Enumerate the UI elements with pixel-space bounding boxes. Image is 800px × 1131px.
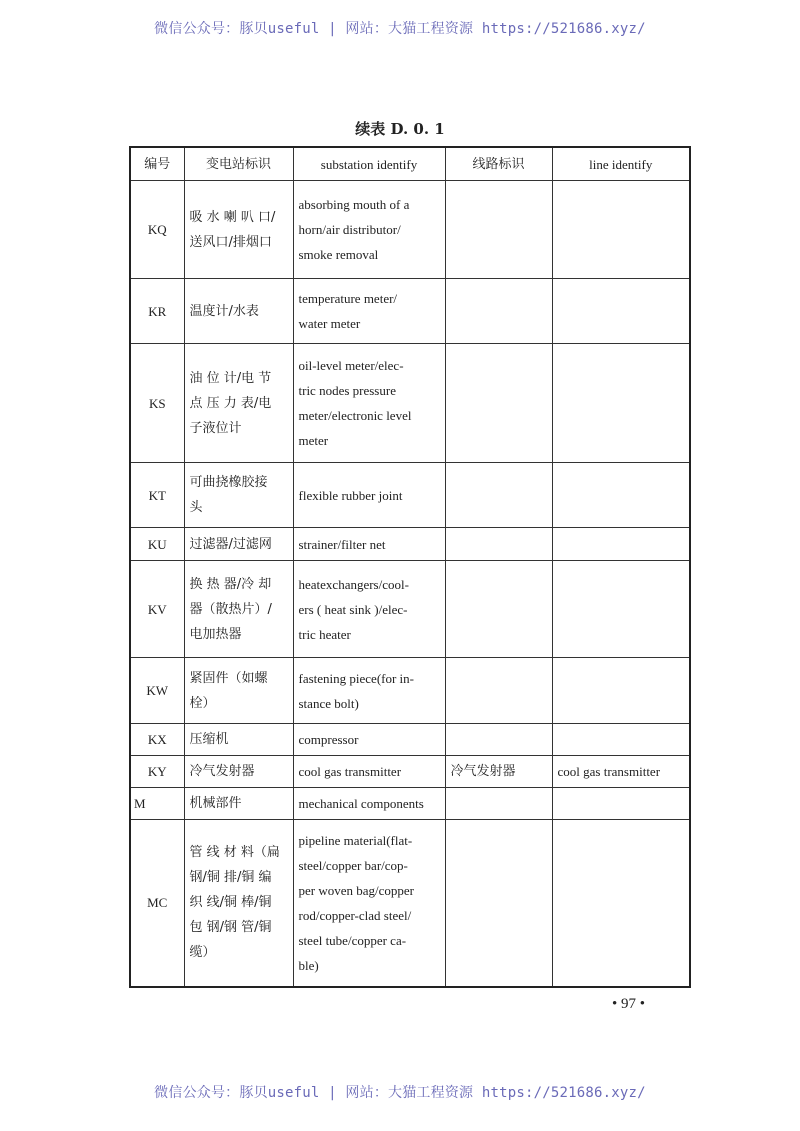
line-zh-cell	[445, 528, 552, 561]
line-en-cell	[552, 528, 690, 561]
line-zh-cell	[445, 724, 552, 756]
line-en-cell	[552, 463, 690, 528]
table-row	[130, 658, 690, 724]
line-zh-cell	[445, 820, 552, 987]
line-en-cell	[552, 344, 690, 463]
substation-en-cell: oil-level meter/elec- tric nodes pressure meter/electronic level meter	[293, 344, 445, 463]
header-code: 编号	[130, 147, 184, 181]
line-en-cell: cool gas transmitter	[552, 756, 690, 788]
substation-en-cell: heatexchangers/cool- ers ( heat sink )/elec- tric heater	[293, 561, 445, 658]
table-caption: 续表 D. 0. 1	[355, 120, 445, 138]
line-zh-cell	[445, 463, 552, 528]
table-row	[130, 756, 690, 788]
line-zh-cell	[445, 279, 552, 344]
code-cell: KR	[130, 279, 184, 344]
line-zh-cell	[445, 658, 552, 724]
line-zh-cell	[445, 788, 552, 820]
substation-zh-cell: 机械部件	[184, 788, 293, 820]
table-row	[130, 279, 690, 344]
table-row	[130, 344, 690, 463]
code-cell: MC	[130, 820, 184, 987]
substation-zh-cell: 温度计/水表	[184, 279, 293, 344]
header-substation-zh: 变电站标识	[184, 147, 293, 181]
watermark-top: 微信公众号：豚贝useful | 网站：大猫工程资源 https://521686.xyz/	[154, 21, 646, 37]
table-row	[130, 820, 690, 987]
substation-zh-cell: 压缩机	[184, 724, 293, 756]
header-line-zh: 线路标识	[445, 147, 552, 181]
line-en-cell	[552, 658, 690, 724]
line-zh-cell: 冷气发射器	[445, 756, 552, 788]
substation-zh-cell: 冷气发射器	[184, 756, 293, 788]
header-substation-en: substation identify	[293, 147, 445, 181]
substation-zh-cell: 过滤器/过滤网	[184, 528, 293, 561]
substation-zh-cell: 紧固件（如螺 栓）	[184, 658, 293, 724]
table-header-row	[130, 147, 690, 181]
line-en-cell	[552, 279, 690, 344]
table-row	[130, 788, 690, 820]
code-cell: KX	[130, 724, 184, 756]
line-en-cell	[552, 788, 690, 820]
code-cell: M	[130, 788, 184, 820]
code-cell: KU	[130, 528, 184, 561]
substation-en-cell: strainer/filter net	[293, 528, 445, 561]
table-row	[130, 181, 690, 279]
line-en-cell	[552, 181, 690, 279]
substation-zh-cell: 油 位 计/电 节 点 压 力 表/电 子液位计	[184, 344, 293, 463]
table-row	[130, 528, 690, 561]
code-cell: KT	[130, 463, 184, 528]
substation-en-cell: compressor	[293, 724, 445, 756]
table-row	[130, 463, 690, 528]
code-table	[129, 146, 691, 988]
substation-en-cell: temperature meter/ water meter	[293, 279, 445, 344]
header-line-en: line identify	[552, 147, 690, 181]
substation-zh-cell: 吸 水 喇 叭 口/ 送风口/排烟口	[184, 181, 293, 279]
substation-en-cell: fastening piece(for in- stance bolt)	[293, 658, 445, 724]
table-row	[130, 561, 690, 658]
substation-en-cell: cool gas transmitter	[293, 756, 445, 788]
code-cell: KS	[130, 344, 184, 463]
substation-en-cell: absorbing mouth of a horn/air distributor/ smoke removal	[293, 181, 445, 279]
watermark-bottom: 微信公众号：豚贝useful | 网站：大猫工程资源 https://521686.xyz/	[154, 1085, 646, 1101]
code-cell: KW	[130, 658, 184, 724]
line-zh-cell	[445, 181, 552, 279]
substation-zh-cell: 可曲挠橡胶接 头	[184, 463, 293, 528]
substation-en-cell: pipeline material(flat- steel/copper bar/cop- per woven bag/copper rod/copper-clad steel/ steel tube/copper ca- ble)	[293, 820, 445, 987]
substation-zh-cell: 换 热 器/冷 却 器（散热片）/ 电加热器	[184, 561, 293, 658]
line-en-cell	[552, 820, 690, 987]
substation-en-cell: flexible rubber joint	[293, 463, 445, 528]
line-zh-cell	[445, 344, 552, 463]
code-cell: KY	[130, 756, 184, 788]
code-cell: KQ	[130, 181, 184, 279]
substation-zh-cell: 管 线 材 料（扁 钢/铜 排/铜 编 织 线/铜 棒/铜 包 钢/钢 管/铜 缆）	[184, 820, 293, 987]
page-number: • 97 •	[612, 996, 646, 1012]
table-row	[130, 724, 690, 756]
line-en-cell	[552, 724, 690, 756]
substation-en-cell: mechanical components	[293, 788, 445, 820]
code-cell: KV	[130, 561, 184, 658]
line-zh-cell	[445, 561, 552, 658]
line-en-cell	[552, 561, 690, 658]
